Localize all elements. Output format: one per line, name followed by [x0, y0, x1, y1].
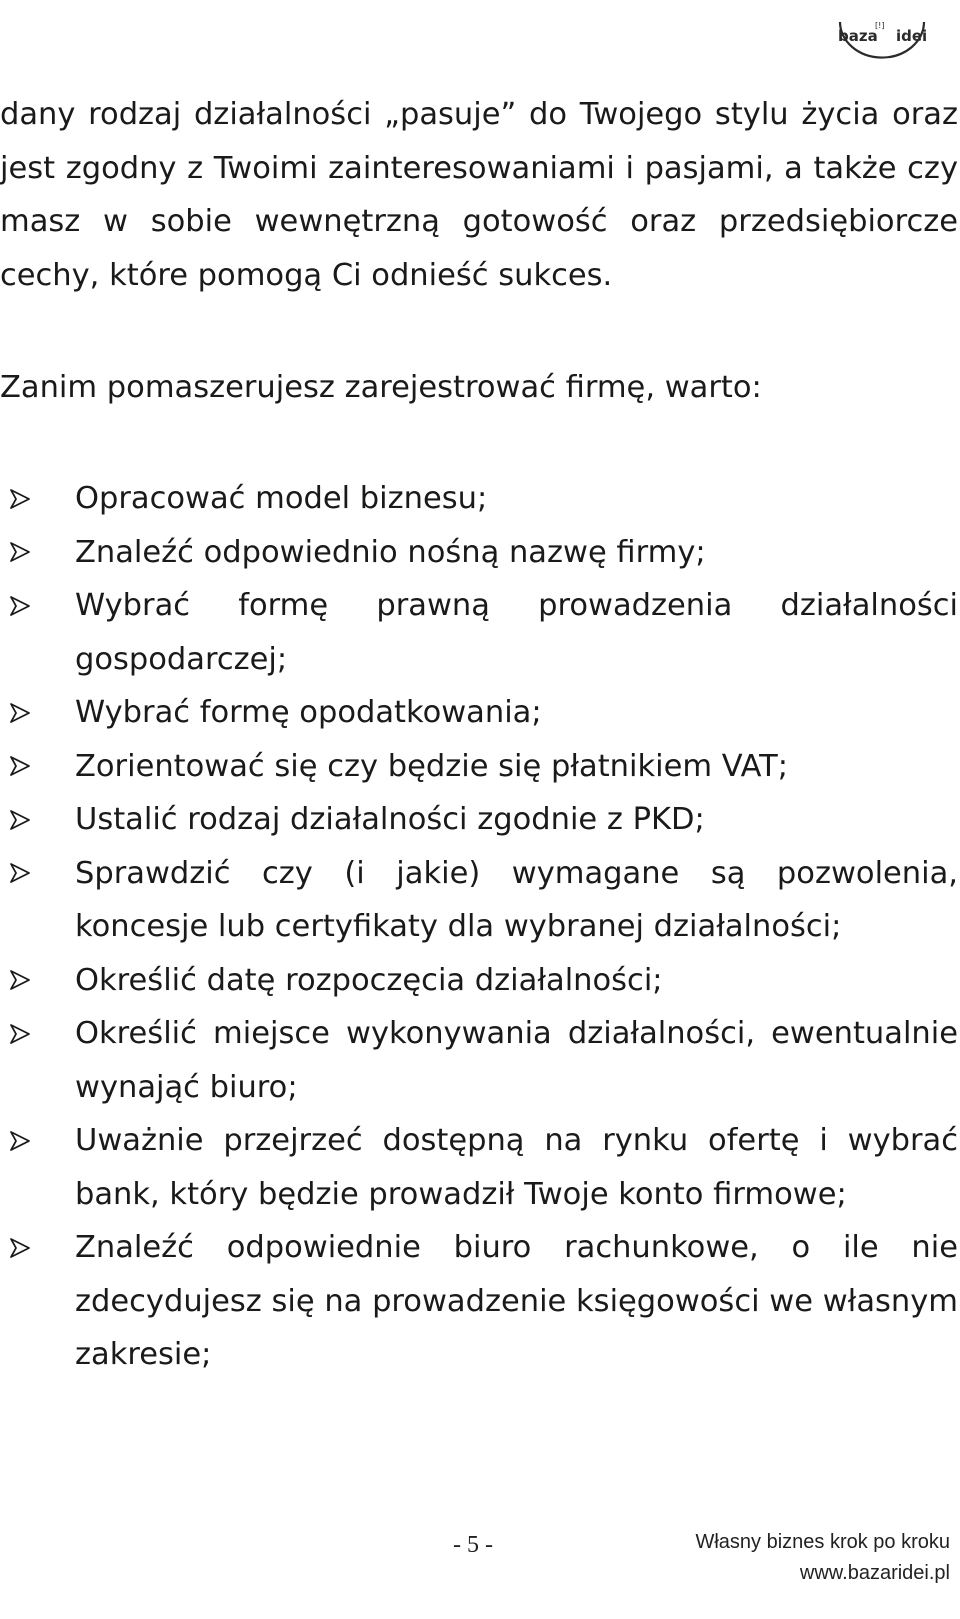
logo-superscript: [!]: [875, 21, 885, 30]
list-item-text: Określić datę rozpoczęcia działalności;: [75, 962, 663, 998]
list-item: [0, 740, 958, 794]
arrowhead-bullet-icon: [8, 686, 48, 740]
list-item: [0, 472, 958, 526]
list-item-text: Znaleźć odpowiednie biuro rachunkowe, o ile nie zdecydujesz się na prowadzenie księgowości we własnym zakresie;: [75, 1230, 958, 1372]
list-item: [0, 579, 958, 686]
list-item: [0, 526, 958, 580]
list-item-text: Sprawdzić czy (i jakie) wymagane są pozwolenia, koncesje lub certyfikaty dla wybranej działalności;: [75, 855, 958, 944]
list-item-text: Zorientować się czy będzie się płatnikiem VAT;: [75, 748, 789, 784]
arrowhead-bullet-icon: [8, 526, 48, 580]
list-item: [0, 793, 958, 847]
page-number: - 5 -: [453, 1532, 493, 1558]
list-item-text: Opracować model biznesu;: [75, 481, 488, 516]
arrowhead-bullet-icon: [8, 793, 48, 847]
list-item: [0, 1007, 958, 1114]
list-item-text: Ustalić rodzaj działalności zgodnie z PKD;: [75, 802, 705, 837]
arrowhead-bullet-icon: [8, 954, 48, 1008]
arrowhead-bullet-icon: [8, 579, 48, 633]
list-item: [0, 847, 958, 954]
lead-sentence: Zanim pomaszerujesz zarejestrować firmę, warto:: [0, 370, 762, 405]
footer-title: Własny biznes krok po kroku: [695, 1531, 950, 1553]
list-item: [0, 1221, 958, 1382]
list-item-text: Określić miejsce wykonywania działalności, ewentualnie wynająć biuro;: [75, 1016, 958, 1105]
arrowhead-bullet-icon: [8, 472, 48, 526]
arrowhead-bullet-icon: [8, 740, 48, 794]
logo-text-right: idei: [896, 27, 928, 45]
list-item: [0, 954, 958, 1008]
list-item-text: Znaleźć odpowiednio nośną nazwę firmy;: [75, 534, 706, 570]
list-item-text: Wybrać formę opodatkowania;: [75, 695, 542, 730]
arrowhead-bullet-icon: [8, 1221, 48, 1275]
list-item: [0, 1114, 958, 1221]
list-item-text: Uważnie przejrzeć dostępną na rynku ofertę i wybrać bank, który będzie prowadził Twoje konto firmowe;: [75, 1123, 958, 1212]
brand-logo: [826, 8, 938, 64]
intro-paragraph: dany rodzaj działalności „pasuje” do Twojego stylu życia oraz jest zgodny z Twoimi zainteresowaniami i pasjami, a także czy masz w sobie wewnętrzną gotowość oraz przedsiębiorcze cechy, które pomogą Ci odnieść sukces.: [0, 97, 958, 293]
footer-url: www.bazaridei.pl: [799, 1562, 950, 1584]
logo-text-left: baza: [838, 27, 878, 45]
logo-mark: [826, 8, 938, 64]
checklist: [0, 472, 958, 1382]
arrowhead-bullet-icon: [8, 847, 48, 901]
list-item: [0, 686, 958, 740]
arrowhead-bullet-icon: [8, 1114, 48, 1168]
arrowhead-bullet-icon: [8, 1007, 48, 1061]
list-item-text: Wybrać formę prawną prowadzenia działalności gospodarczej;: [75, 588, 958, 677]
